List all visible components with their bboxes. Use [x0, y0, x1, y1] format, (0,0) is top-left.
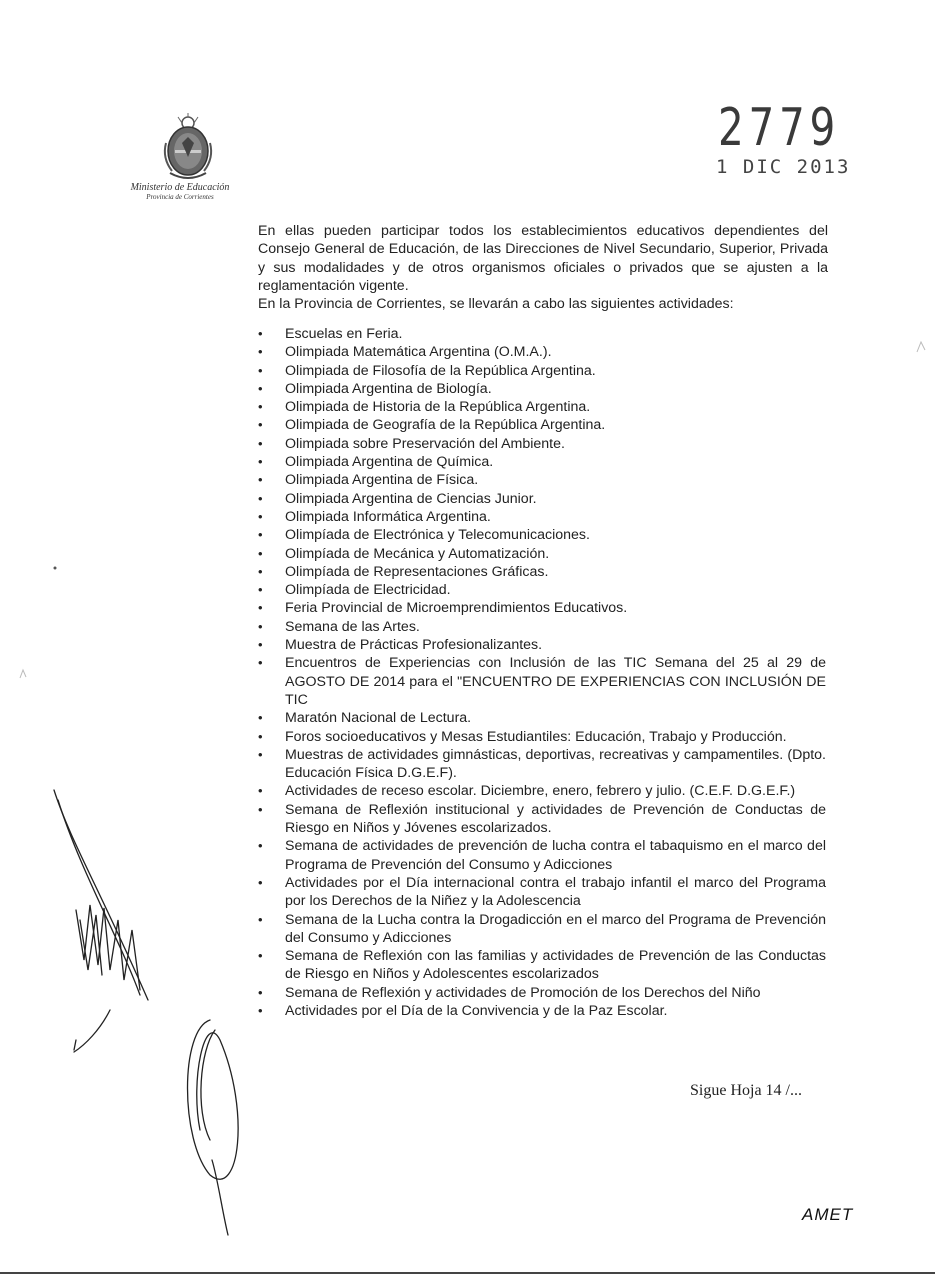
list-item: • Olimpiada de Geografía de la República Argentina.	[258, 416, 826, 434]
list-item: • Olimpiada Argentina de Química.	[258, 453, 826, 471]
list-item: • Olimpiada sobre Preservación del Ambiente.	[258, 435, 826, 453]
resolution-number: 2779	[718, 98, 840, 158]
scan-edge-divider	[0, 1272, 935, 1274]
list-item: • Olimpiada de Historia de la República Argentina.	[258, 398, 826, 416]
province-name: Provincia de Corrientes	[146, 193, 214, 201]
list-item: • Semana de las Artes.	[258, 618, 826, 636]
list-item: • Olimpiada Argentina de Biología.	[258, 380, 826, 398]
ministry-heading	[110, 182, 250, 202]
list-item: • Olimpiada Argentina de Física.	[258, 471, 826, 489]
list-item: • Feria Provincial de Microemprendimientos Educativos.	[258, 599, 826, 617]
list-item: • Semana de la Lucha contra la Drogadicción en el marco del Programa de Prevención del Consumo y Adicciones	[258, 911, 826, 948]
list-item: • Olimpíada de Electrónica y Telecomunicaciones.	[258, 526, 826, 544]
handwritten-signature	[40, 780, 270, 1250]
list-item: • Actividades por el Día internacional contra el trabajo infantil el marco del Programa por los Derechos de la Niñez y la Adolescencia	[258, 874, 826, 911]
list-item: • Encuentros de Experiencias con Inclusión de las TIC Semana del 25 al 29 de AGOSTO DE 2014 para el "ENCUENTRO DE EXPERIENCIAS CON INCLUSIÓN DE TIC	[258, 654, 826, 709]
list-item: • Actividades de receso escolar. Diciembre, enero, febrero y julio. (C.E.F. D.G.E.F.)	[258, 782, 826, 800]
list-item: • Foros socioeducativos y Mesas Estudiantiles: Educación, Trabajo y Producción.	[258, 728, 826, 746]
intro-paragraph: En ellas pueden participar todos los establecimientos educativos dependientes del Consejo General de Educación, de las Direcciones de Nivel Secundario, Superior, Privada y sus modalidades y de otros organismos oficiales o privados que se ajusten a la reglamentación vigente.	[258, 223, 828, 294]
list-item: • Semana de Reflexión y actividades de Promoción de los Derechos del Niño	[258, 984, 826, 1002]
list-item: • Semana de Reflexión institucional y actividades de Prevención de Conductas de Riesgo en Niños y Jóvenes escolarizados.	[258, 801, 826, 838]
list-item: • Olimpíada de Mecánica y Automatización.	[258, 545, 826, 563]
continuation-note: Sigue Hoja 14 /...	[690, 1082, 802, 1099]
activities-list	[258, 325, 826, 1020]
ministry-name: Ministerio de Educación	[130, 182, 230, 193]
list-item: • Muestra de Prácticas Profesionalizantes.	[258, 636, 826, 654]
list-item: • Maratón Nacional de Lectura.	[258, 709, 826, 727]
initials-mark: AMET	[802, 1205, 854, 1224]
list-item: • Olimpíada de Representaciones Gráficas.	[258, 563, 826, 581]
coat-of-arms-seal	[160, 113, 216, 183]
resolution-date: 1 DIC 2013	[716, 156, 851, 178]
list-item: • Olimpiada de Filosofía de la República Argentina.	[258, 362, 826, 380]
scan-speck	[18, 668, 28, 680]
list-item: • Olimpíada de Electricidad.	[258, 581, 826, 599]
list-item: • Escuelas en Feria.	[258, 325, 826, 343]
list-item: • Olimpiada Argentina de Ciencias Junior.	[258, 490, 826, 508]
list-item: • Olimpiada Informática Argentina.	[258, 508, 826, 526]
scan-speck	[915, 340, 927, 354]
intro-lead-in: En la Provincia de Corrientes, se llevarán a cabo las siguientes actividades:	[258, 296, 734, 312]
list-item: • Semana de Reflexión con las familias y actividades de Prevención de las Conductas de Riesgo en Niños y Adolescentes escolarizados	[258, 947, 826, 984]
list-item: • Actividades por el Día de la Convivencia y de la Paz Escolar.	[258, 1002, 826, 1020]
list-item: • Semana de actividades de prevención de lucha contra el tabaquismo en el marco del Programa de Prevención del Consumo y Adicciones	[258, 837, 826, 874]
list-item: • Olimpiada Matemática Argentina (O.M.A.).	[258, 343, 826, 361]
list-item: • Muestras de actividades gimnásticas, deportivas, recreativas y campamentiles. (Dpto. Educación Física D.G.E.F).	[258, 746, 826, 783]
scan-speck	[52, 565, 58, 571]
